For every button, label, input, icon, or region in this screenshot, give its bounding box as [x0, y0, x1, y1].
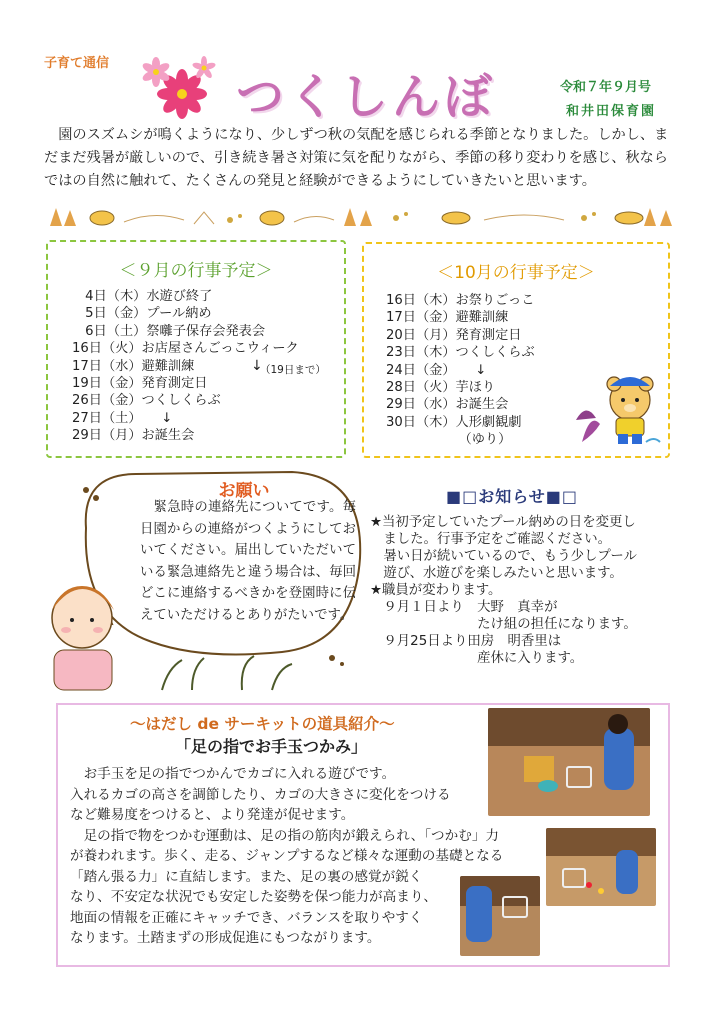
newsletter-series-label: 子育て通信 — [44, 56, 110, 71]
october-events-list: 16日（木）お祭りごっこ 17日（金）避難訓練 20日（月）発育測定日 23日（木）つくしくらぶ 24日（金） ↓ 28日（火）芋ほり 29日（水）お誕生会 30日（木）人形劇観劇 （ゆり） — [386, 293, 535, 448]
october-events-box — [362, 242, 670, 458]
request-title: お願い — [218, 481, 270, 501]
bear-character-icon — [576, 372, 662, 448]
october-events-title: ＜10月の行事予定＞ — [437, 263, 595, 283]
tool-section-subtitle: 「足の指でお手玉つかみ」 — [175, 737, 368, 756]
nursery-name: 和井田保育園 — [566, 104, 657, 119]
autumn-decoration-border — [44, 204, 680, 230]
september-events-list: 4日（木）水遊び終了 5日（金）プール納め 6日（土）祭囃子保存会発表会 16日（火）お店屋さんごっこウィーク 17日（水）避難訓練 19日（金）発育測定日 26日（金）つくしくらぶ 27日（土） ↓ 29日（月）お誕生会 — [72, 289, 299, 444]
request-text: 緊急時の連絡先についてです。毎日園からの連絡がつくようにしておいてください。届出していただいている緊急連絡先と違う場合は、毎回どこに連絡するべきかを登園時に伝えていただけるとありがたいです。 — [140, 500, 356, 623]
photo-child-foot-grab — [460, 876, 540, 956]
cosmos-flower-icon — [138, 54, 218, 122]
photo-child-bucket-game — [488, 708, 650, 816]
tool-section-text: お手玉を足の指でつかんでカゴに入れる遊びです。 入れるカゴの高さを調節したり、カゴの大きさに変化をつける など難易度をつけると、より発達が促せます。 足の指で物をつかむ運動は、足の指の筋肉が鍛えられ、「つかむ」力 が養われます。歩く、走る、ジャンプするなど様々な運動の基礎となる 「踏ん張る力」に直結します。また、足の裏の感覚が鋭く なり、不安定な状況でも安定した姿勢を保つ能力が高まり、 地面の情報を正確にキャッチでき、バランスを取りやすく なります。土踏まずの形成促進にもつながります。 — [70, 766, 504, 946]
notice-title: ■□お知らせ■□ — [446, 487, 578, 506]
down-arrow-icon: ↓ — [251, 358, 263, 374]
tool-section-heading: ～はだし de サーキットの道具紹介～ — [130, 715, 395, 733]
september-events-title: ＜９月の行事予定＞ — [119, 261, 273, 281]
newsletter-title: つくしんぼ — [236, 69, 497, 125]
notice-text: ★当初予定していたプール納めの日を変更し ました。行事予定をご確認ください。 暑い日が続いているので、もう少しプール 遊び、水遊びを楽しみたいと思います。 ★職員が変わります。 ９月１日より 大野 真幸が たけ組の担任になります。 ９月25日より田房 明香里は 産休に入ります。 — [370, 515, 637, 666]
intro-paragraph: 園のスズムシが鳴くようになり、少しずつ秋の気配を感じられる季節となりました。しかし、まだまだ残暑が厳しいので、引き続き暑さ対策に気を配りながら、季節の移り変わりを感じ、秋ならではの自然に触れて、たくさんの発見と経験ができるようにしていきたいと思います。 — [44, 127, 669, 189]
photo-child-beanbag-floor — [546, 828, 656, 906]
issue-date: 令和７年９月号 — [560, 80, 652, 95]
september-events-box — [46, 240, 346, 458]
september-range-note: （19日まで） — [260, 364, 326, 376]
